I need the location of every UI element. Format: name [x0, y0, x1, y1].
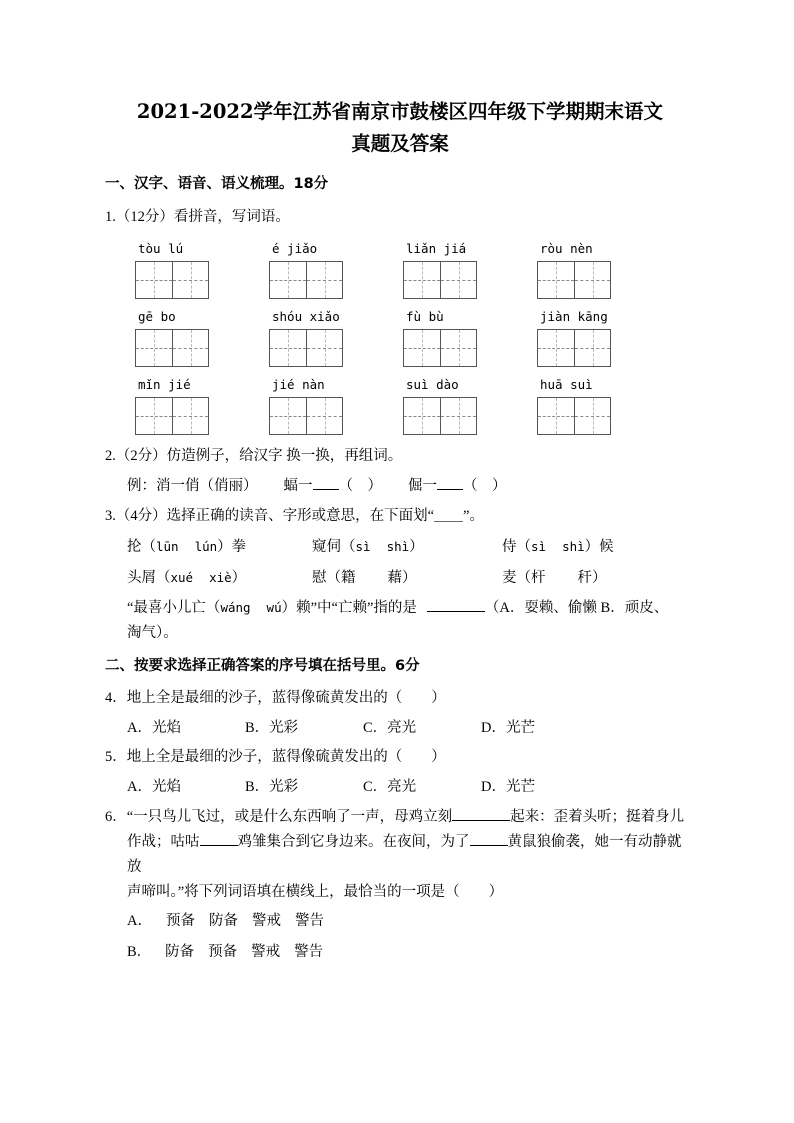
writing-grid-box[interactable]: [403, 397, 477, 435]
question-2-example-row: [105, 474, 695, 499]
quote-text-1: “最喜小儿亡（: [127, 600, 221, 617]
option-b[interactable]: B．光彩: [245, 720, 299, 737]
title-line-2: 真题及答案: [351, 132, 449, 156]
pinyin-option[interactable]: sì: [355, 539, 371, 555]
grid-cell[interactable]: [404, 262, 440, 298]
grid-cell[interactable]: [306, 262, 342, 298]
pinyin-cell: [403, 309, 537, 367]
quote-choices: （A．耍赖、偷懒 B．顽皮、: [484, 600, 669, 617]
option-d[interactable]: D．光芒: [481, 779, 535, 796]
option-word: 警戒: [251, 943, 281, 960]
grid-cell[interactable]: [136, 262, 172, 298]
pinyin-cell: [537, 377, 671, 435]
pinyin-option[interactable]: sì: [531, 539, 547, 555]
pinyin-label: shóu xiǎo: [272, 308, 340, 324]
question-6-option-a[interactable]: [105, 909, 695, 934]
question-3-prompt: 3.（4分）选择正确的读音、字形或意思，在下面划“＿＿”。: [105, 508, 484, 525]
q3-item-shihou: [502, 535, 614, 560]
q6-text-4: 鸡雏集合到它身边来。在夜间，为了: [237, 834, 470, 851]
grid-cell[interactable]: [172, 262, 208, 298]
pinyin-label: jiàn kāng: [540, 308, 608, 324]
pinyin-label: gē bo: [138, 308, 176, 324]
pinyin-option[interactable]: shì: [386, 539, 410, 555]
grid-cell[interactable]: [440, 262, 476, 298]
q6-line-2: [127, 830, 695, 880]
question-3-line-2: [105, 566, 695, 591]
pinyin-grid-exercise: [105, 241, 695, 435]
pinyin-cell: [135, 241, 269, 299]
quote-text-3: 淘气）。: [127, 624, 178, 641]
question-4-options: [105, 717, 695, 740]
pinyin-cell: [537, 241, 671, 299]
pinyin-cell: [269, 309, 403, 367]
title-line-1: 2021-2022学年江苏省南京市鼓楼区四年级下学期期末语文: [136, 100, 664, 123]
grid-cell[interactable]: [270, 330, 306, 366]
q3-item-touxie: [127, 566, 312, 591]
item-1-suffix[interactable]: （ ）: [338, 478, 382, 495]
q6-line-3: 声啼叫。”将下列词语填在横线上，最恰当的一项是（ ）: [127, 884, 504, 901]
pinyin-option[interactable]: xué: [170, 569, 194, 585]
q3-item-kuisi: [312, 535, 502, 560]
option-a[interactable]: A．光焰: [127, 779, 181, 796]
grid-cell[interactable]: [136, 330, 172, 366]
pinyin-cell: [135, 377, 269, 435]
item-2-suffix[interactable]: （ ）: [463, 478, 507, 495]
writing-grid-box[interactable]: [135, 261, 209, 299]
answer-blank[interactable]: [470, 845, 508, 846]
pinyin-cell: [269, 241, 403, 299]
page-content: [105, 96, 695, 970]
pinyin-cell: [135, 309, 269, 367]
option-b[interactable]: B．光彩: [245, 779, 299, 796]
text-before[interactable]: 慰（籍: [312, 569, 356, 586]
pinyin-cell: [403, 377, 537, 435]
option-a[interactable]: A．光焰: [127, 720, 181, 737]
text-after: ）: [409, 539, 424, 556]
text-before: 侍（: [502, 539, 531, 556]
pinyin-label: fù bù: [406, 308, 444, 324]
grid-cell[interactable]: [172, 330, 208, 366]
q3-item-lun: [127, 535, 312, 560]
grid-cell[interactable]: [306, 330, 342, 366]
pinyin-label: jié nàn: [272, 376, 325, 392]
writing-grid-box[interactable]: [135, 397, 209, 435]
writing-grid-box[interactable]: [269, 261, 343, 299]
char-option[interactable]: 秆）: [577, 569, 607, 586]
grid-cell[interactable]: [538, 398, 574, 434]
writing-grid-box[interactable]: [135, 329, 209, 367]
option-label: B．: [127, 943, 152, 960]
option-word: 警告: [294, 943, 324, 960]
option-word: 防备: [165, 943, 195, 960]
page-title: [105, 96, 695, 160]
grid-cell[interactable]: [574, 330, 610, 366]
answer-blank[interactable]: [437, 489, 463, 490]
grid-cell[interactable]: [574, 262, 610, 298]
q6-text-5: 黄鼠狼偷袭，她一有动静就放: [127, 834, 682, 876]
writing-grid-box[interactable]: [403, 329, 477, 367]
grid-cell[interactable]: [538, 330, 574, 366]
question-4-prompt: 4．地上全是最细的沙子，蓝得像硫黄发出的（ ）: [105, 690, 446, 707]
section-heading-2: 二、按要求选择正确答案的序号填在括号里。6分: [105, 657, 420, 674]
option-word: 警告: [294, 913, 324, 930]
answer-blank[interactable]: [427, 611, 485, 612]
writing-grid-box[interactable]: [537, 261, 611, 299]
pinyin-label: tòu lú: [138, 240, 184, 256]
text-after: ）候: [584, 539, 614, 556]
question-5-prompt: 5．地上全是最细的沙子，蓝得像硫黄发出的（ ）: [105, 749, 446, 766]
text-before: 窥伺（: [312, 539, 356, 556]
grid-cell[interactable]: [440, 330, 476, 366]
pinyin-option[interactable]: xiè: [209, 569, 232, 585]
q3-item-maigan: [502, 566, 607, 591]
answer-blank[interactable]: [200, 845, 238, 846]
text-before[interactable]: 麦（杆: [502, 569, 546, 586]
text-after: ）拳: [217, 539, 247, 556]
answer-blank[interactable]: [452, 820, 510, 821]
writing-grid-box[interactable]: [269, 329, 343, 367]
pinyin-cell: [403, 241, 537, 299]
quote-text-2: ）赖”中“亡赖”指的是: [281, 600, 417, 617]
question-1-prompt: 1.（12分）看拼音，写词语。: [105, 208, 290, 225]
pinyin-label: ròu nèn: [540, 240, 593, 256]
grid-cell[interactable]: [172, 398, 208, 434]
pinyin-label: liǎn jiá: [406, 240, 467, 256]
pinyin-row: [135, 309, 695, 367]
grid-cell[interactable]: [306, 398, 342, 434]
q6-text-3: 作战；咕咕: [127, 834, 200, 851]
pinyin-option[interactable]: wú: [266, 600, 282, 616]
writing-grid-box[interactable]: [403, 261, 477, 299]
q3-item-weijie: [312, 566, 502, 591]
question-3-line-1: [105, 535, 695, 560]
option-word: 预备: [165, 913, 195, 930]
text-after: ）: [231, 569, 247, 586]
q6-text-1: 6．“一只鸟儿飞过，或是什么东西响了一声，母鸡立刻: [105, 809, 453, 826]
option-word: 防备: [208, 913, 238, 930]
pinyin-label: suì dào: [406, 376, 459, 392]
grid-cell[interactable]: [270, 262, 306, 298]
question-3-quote: [105, 596, 695, 646]
pinyin-option[interactable]: wáng: [220, 600, 251, 616]
writing-grid-box[interactable]: [537, 329, 611, 367]
grid-cell[interactable]: [404, 330, 440, 366]
option-label: A．: [127, 913, 152, 930]
item-2-prefix: 倔一: [408, 478, 437, 495]
pinyin-cell: [269, 377, 403, 435]
question-6-option-b[interactable]: [105, 940, 695, 965]
option-word: 警戒: [251, 913, 281, 930]
section-heading-1: 一、汉字、语音、语义梳理。18分: [105, 176, 329, 193]
option-word: 预备: [208, 943, 238, 960]
text-before: 头屑（: [127, 569, 171, 586]
pinyin-row: [135, 241, 695, 299]
pinyin-cell: [537, 309, 671, 367]
pinyin-label: mǐn jié: [138, 376, 191, 392]
grid-cell[interactable]: [440, 398, 476, 434]
pinyin-option[interactable]: lún: [194, 539, 218, 555]
grid-cell[interactable]: [574, 398, 610, 434]
writing-grid-box[interactable]: [269, 397, 343, 435]
option-d[interactable]: D．光芒: [481, 720, 535, 737]
question-2-prompt: 2.（2分）仿造例子，给汉字 换一换，再组词。: [105, 447, 403, 464]
item-1-prefix: 蝠一: [283, 478, 313, 495]
question-6-prompt: [105, 805, 695, 905]
pinyin-option[interactable]: lūn: [156, 539, 179, 555]
pinyin-option[interactable]: shì: [562, 539, 585, 555]
q6-text-2: 起来：歪着头听；挺着身儿: [510, 809, 685, 826]
pinyin-label: é jiǎo: [272, 240, 318, 256]
pinyin-label: huā suì: [540, 376, 593, 392]
grid-cell[interactable]: [404, 398, 440, 434]
grid-cell[interactable]: [270, 398, 306, 434]
char-option[interactable]: 藉）: [387, 569, 417, 586]
grid-cell[interactable]: [136, 398, 172, 434]
option-c[interactable]: C．亮光: [363, 720, 417, 737]
example-label: 例：消一俏（俏丽）: [127, 478, 258, 495]
option-c[interactable]: C．亮光: [363, 779, 417, 796]
pinyin-row: [135, 377, 695, 435]
text-before: 抡（: [127, 539, 156, 556]
writing-grid-box[interactable]: [537, 397, 611, 435]
grid-cell[interactable]: [538, 262, 574, 298]
answer-blank[interactable]: [313, 489, 339, 490]
question-5-options: [105, 776, 695, 799]
